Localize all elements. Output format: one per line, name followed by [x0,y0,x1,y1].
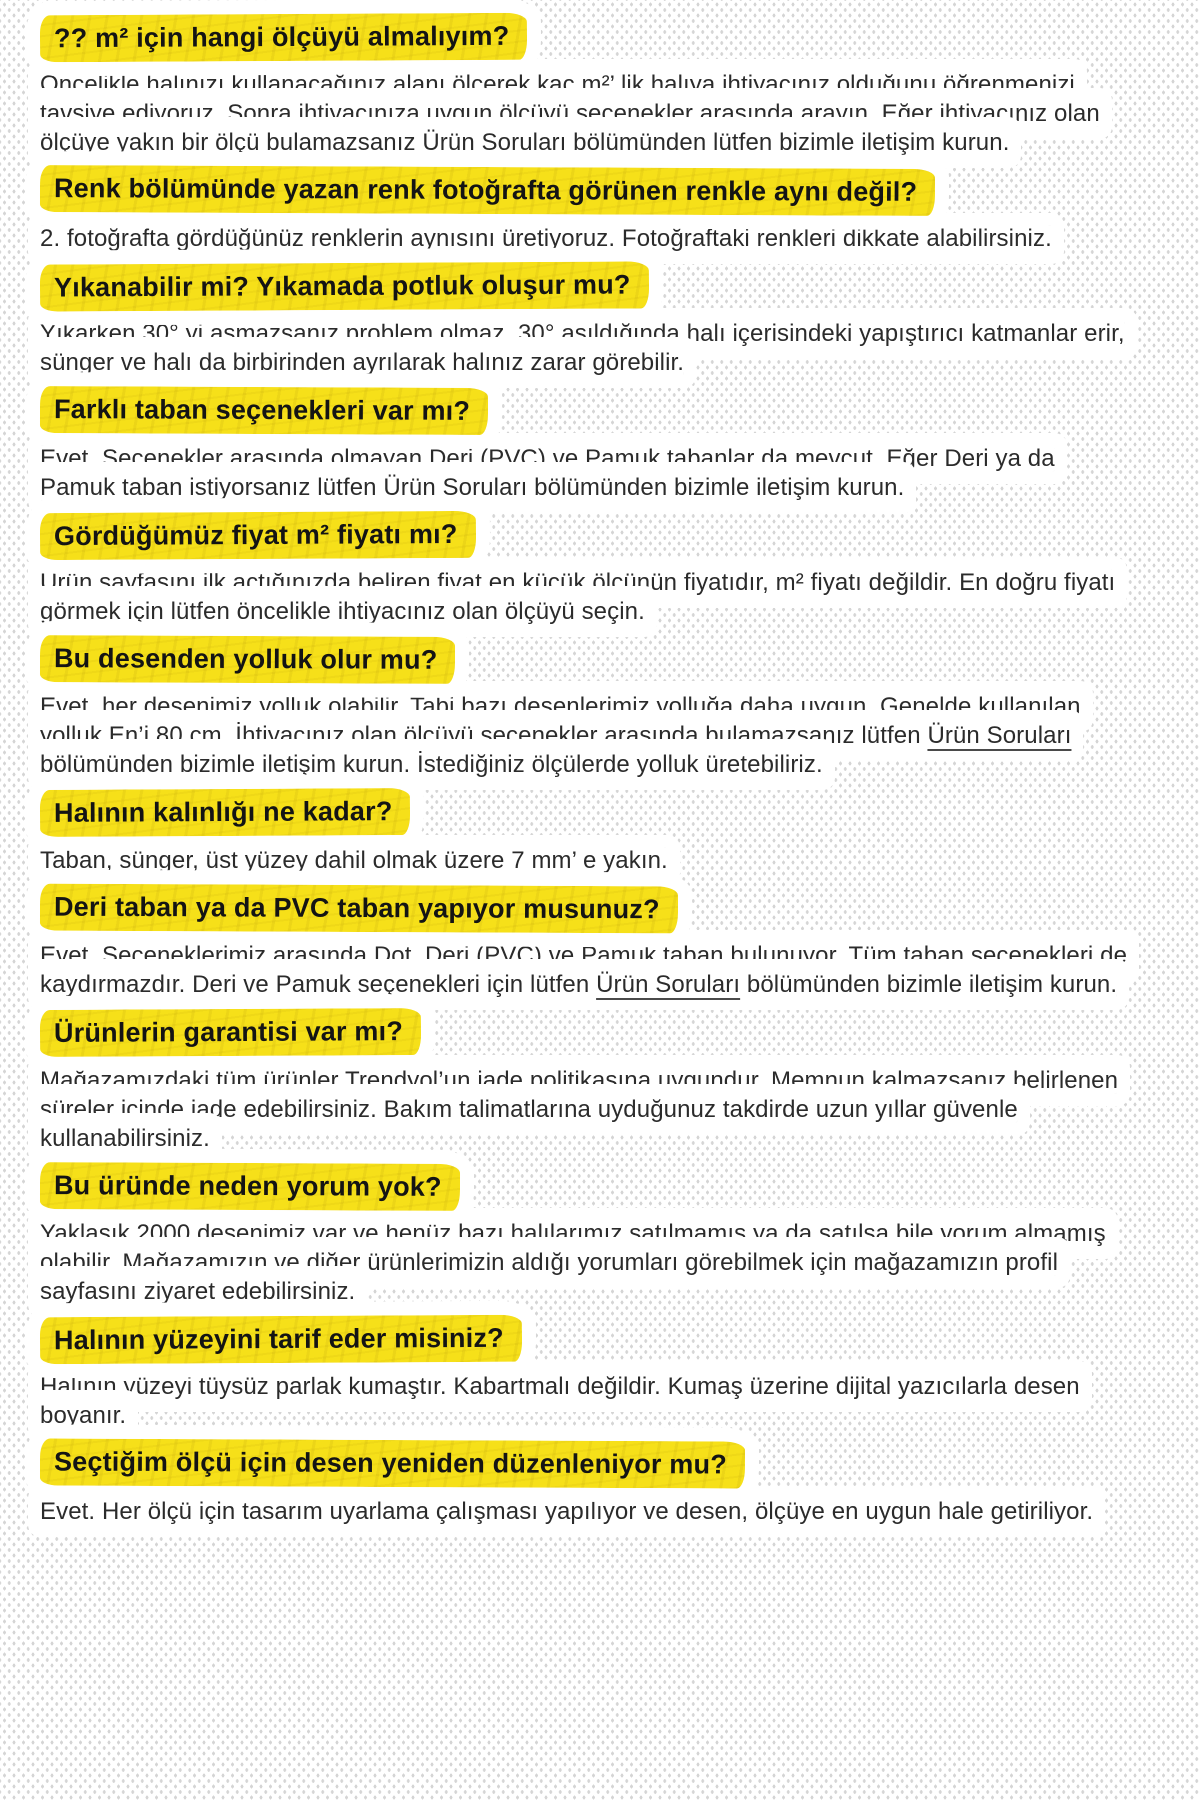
faq-answer-text [40,569,1115,625]
faq-answer [40,846,1135,875]
answer-text-segment: Yaklaşık 2000 desenimiz var ve henüz bazı halılarımız satılmamış ya da satılsa bile yorum almamış olabilir. Mağazamızın ve diğer ürünlerimizin aldığı yorumları görebilmek için mağazamızın profil sayfasını ziyaret edebilirsiniz. [40,1219,1106,1305]
faq-answer [40,692,1135,779]
answer-text-segment: Taban, sünger, üst yüzey dahil olmak üzere [40,846,512,874]
answer-text-segment: bölümünden bizimle iletişim kurun. İstediğiniz ölçülerde yolluk üretebiliriz. [40,751,823,779]
faq-answer-text [40,445,1055,501]
answer-text-segment: Evet. Seçeneklerimiz arasında Dot, Deri (PVC) ve Pamuk taban bulunuyor. Tüm taban seçenekleri de kaydırmazdır. Deri ve Pamuk seçenekleri için lütfen [40,942,1128,999]
faq-question-highlight: ?? m² için hangi ölçüyü almalıyım? [40,13,528,63]
faq-question-highlight: Ürünlerin garantisi var mı? [40,1008,421,1057]
answer-text-segment: Halının yüzeyi tüysüz parlak kumaştır. Kabartmalı değildir. Kumaş üzerine dijital yazıcılarla desen boyanır. [40,1373,1080,1430]
underlined-link-text[interactable]: Ürün Soruları [596,971,741,999]
underlined-link-text[interactable]: 7 mm [511,846,572,874]
faq-question-highlight: Bu desenden yolluk olur mu? [40,635,456,684]
faq-answer [40,1219,1135,1306]
faq-question [40,1009,1160,1056]
faq-question-highlight: Renk bölümünde yazan renk fotoğrafta görünen renkle aynı değil? [40,165,935,216]
faq-question [40,14,1160,61]
faq-list [40,14,1160,1526]
answer-text-segment: bölümünden lütfen bizimle iletişim kurun. [566,129,1010,157]
answer-text-segment: ’ e yakın. [571,846,668,874]
faq-answer-text [40,847,668,874]
faq-item [40,789,1160,874]
faq-item [40,636,1160,779]
faq-answer [40,444,1135,502]
faq-answer-text [40,225,1052,252]
faq-item [40,1316,1160,1430]
faq-question [40,1440,1160,1487]
faq-answer [40,70,1135,157]
faq-answer [40,1497,1135,1526]
faq-item [40,512,1160,626]
faq-item [40,1440,1160,1525]
faq-question [40,1163,1160,1210]
faq-answer [40,941,1135,999]
faq-answer [40,568,1135,626]
faq-answer [40,1066,1135,1153]
faq-answer-text [40,1067,1118,1152]
answer-text-segment: 2. fotoğrafta gördüğünüz renklerin aynısını üretiyoruz. Fotoğraftaki renkleri dikkate alabilirsiniz. [40,224,1052,252]
answer-text-segment: Evet. Seçenekler arasında olmayan Deri (PVC) ve Pamuk tabanlar da mevcut. Eğer Deri ya da Pamuk taban istiyorsanız lütfen Ürün Soruları bölümünden bizimle iletişim kurun. [40,444,1055,501]
faq-question [40,167,1160,214]
answer-text-segment: Evet. Her ölçü için tasarım uyarlama çalışması yapılıyor ve desen, ölçüye en uygun hale getiriliyor. [40,1497,1094,1525]
faq-question [40,512,1160,559]
faq-question [40,1316,1160,1363]
faq-question-highlight: Gördüğümüz fiyat m² fiyatı mı? [40,510,476,560]
faq-question [40,636,1160,683]
faq-item [40,263,1160,377]
answer-text-segment: bölümünden bizimle iletişim kurun. [740,971,1118,999]
answer-text-segment: Öncelikle halınızı kullanacağınız alanı ölçerek kaç m²’ lik halıya ihtiyacınız olduğunu öğrenmenizi tavsiye ediyoruz. Sonra ihtiyacınıza uygun ölçüyü seçenekler arasında arayın. Eğer ihtiyacınız olan ölçüye yakın bir ölçü bulamazsanız [40,71,1100,157]
faq-question [40,387,1160,434]
faq-question [40,263,1160,310]
faq-question-highlight: Halının kalınlığı ne kadar? [40,788,411,837]
faq-question-highlight: Halının yüzeyini tarif eder misiniz? [40,1315,522,1365]
faq-question [40,885,1160,932]
faq-question-highlight: Yıkanabilir mi? Yıkamada potluk oluşur mu? [40,261,649,312]
faq-answer-text [40,1498,1093,1525]
faq-item [40,1009,1160,1152]
faq-answer-text [40,1373,1080,1429]
underlined-link-text[interactable]: Ürün Soruları [927,722,1072,750]
faq-answer-text [40,942,1127,998]
faq-item [40,387,1160,501]
answer-text-segment: Yıkarken 30° yi aşmazsanız problem olmaz. 30° aşıldığında halı içerisindeki yapıştırıcı katmanlar erir, sünger ve halı da birbirinden ayrılarak halınız zarar görebilir. [40,320,1125,377]
faq-answer [40,1372,1135,1430]
faq-item [40,885,1160,999]
underlined-link-text[interactable]: Ürün Soruları [422,129,567,157]
faq-answer [40,319,1135,377]
faq-answer-text [40,71,1100,156]
faq-question-highlight: Seçtiğim ölçü için desen yeniden düzenleniyor mu? [40,1439,745,1489]
faq-answer-text [40,320,1125,376]
faq-item [40,14,1160,157]
faq-question-highlight: Bu üründe neden yorum yok? [40,1162,460,1211]
faq-answer-text [40,1220,1106,1305]
faq-question-highlight: Farklı taban seçenekleri var mı? [40,386,488,435]
faq-answer [40,224,1135,253]
answer-text-segment: Ürün sayfasını ilk açtığınızda beliren fiyat en küçük ölçünün fiyatıdır, m² fiyatı değildir. En doğru fiyatı görmek için lütfen öncelikle ihtiyacınız olan ölçüyü seçin. [40,568,1116,625]
answer-text-segment: Evet, her desenimiz yolluk olabilir. Tabi bazı desenlerimiz yolluğa daha uygun. Genelde kullanılan yolluk En’i 80 cm. İhtiyacınız olan ölçüyü seçenekler arasında bulamazsanız lütfen [40,693,1081,750]
faq-item [40,167,1160,252]
faq-question-highlight: Deri taban ya da PVC taban yapıyor musunuz? [40,883,678,933]
faq-item [40,1163,1160,1306]
faq-question [40,789,1160,836]
answer-text-segment: Mağazamızdaki tüm ürünler Trendyol’un iade politikasına uygundur. Memnun kalmazsanız belirlenen süreler içinde iade edebilirsiniz. Bakım talimatlarına uyduğunuz takdirde uzun yıllar güvenle kullanabilirsiniz. [40,1066,1119,1152]
faq-answer-text [40,693,1081,778]
